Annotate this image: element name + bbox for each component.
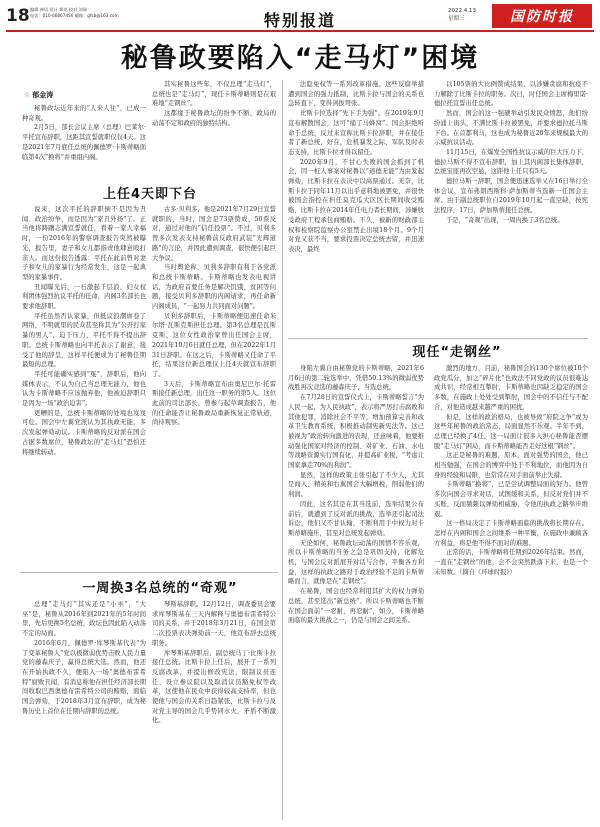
section-divider bbox=[288, 338, 588, 339]
header-rule bbox=[6, 30, 594, 32]
subheading-2: 现任“走钢丝” bbox=[412, 345, 502, 360]
paragraph: 其实秘鲁这些年，不仅总理“走马灯”，总统也是“走马灯”，现任卡斯蒂略则是在艰难地“走钢丝”。 bbox=[152, 81, 276, 108]
right-column-1 bbox=[288, 80, 424, 336]
paragraph: 然而，国会的这一强硬举动引发民众愤怒，他们纷纷涌上街头，不满比斯卡拉被罢免，并要求德拉托马斯下台。在首都利马，这也成为秘鲁近20年来规模最大的示威抗议活动。 bbox=[434, 110, 588, 147]
paragraph: 在秘鲁，国会也经常利用其扩大的权力弹劾总统，甚至选出“新总统”。所以卡斯蒂略也不断在国会面前“一忍耐，再忍耐”，如今，卡斯蒂略面临的最大挑战之一，仍是与国会之间关系。 bbox=[288, 588, 424, 625]
paragraph: 这一格局决定了卡斯蒂略面临的挑战将长期存在。怎样在内阁和国会之间维系一种平衡，在施政中兼顾各方利益，将是他不得不面对的难题。 bbox=[434, 520, 588, 547]
section3-column-2 bbox=[152, 600, 276, 820]
column-divider bbox=[282, 80, 283, 820]
paragraph: 无论如何，秘鲁政坛动荡的国情不容乐观，所以卡斯蒂略的当务之急是巩固支持，化解危机，与国会反对派展开对话与合作，平衡各方利益，这样的执政之路对于政治经验不足的卡斯蒂略而言，就像是在“走钢丝”。 bbox=[288, 539, 424, 586]
subheading-1: 上任4天即下台 bbox=[102, 187, 198, 202]
headline: 秘鲁政要陷入“走马灯”困境 bbox=[120, 43, 480, 74]
section1-column-1 bbox=[22, 205, 146, 567]
page-number: 18 bbox=[6, 6, 30, 26]
byline-star-icon: ☆ bbox=[24, 91, 31, 99]
paragraph: 丑闻曝光后，一石激起千层浪，妇女权利团体强烈抗议平托的任命，内阁3名部长也要求他辞职。 bbox=[22, 283, 146, 311]
paragraph: 3天后，卡斯蒂略宣布由奥尼巴尔·托雷斯接任新总理，出任这一职务的第5人。这位此前的司法部长，曾参与起草调查报告，他的任命能否让秘鲁政局重新恢复正常轨道，尚待观察。 bbox=[152, 380, 276, 427]
date-line: 2022.4.13 bbox=[448, 8, 476, 14]
paragraph: 这都缘于秘鲁政坛的纷争不断，政局的动荡不定和政府的独特结构。 bbox=[152, 110, 276, 127]
paragraph: 以105票的大比例赞成结果，以涉嫌贪腐和抗疫不力解除了比斯卡拉的职务。次日，时任国会主席梅里诺·德拉托宣誓出任总统。 bbox=[434, 81, 588, 108]
paragraph: 贝利多辞职后，卡斯蒂略便迅速任命米尔塔·瓦斯克斯担任总理。第3名总理是瓦斯克斯，这位女性政治家曾出任国会主席，2021年10月6日就任总理，但在2022年1月31日辞职。在这之后，卡斯蒂略又任命了平托，结果这位新总理仅上任4天就宣布辞职了。 bbox=[152, 312, 276, 378]
paragraph: 正常的话，卡斯蒂略将任期到2026年结束。然而，一直在“走钢丝”的他，会不会突然跌落下来，也是一个未知数。（摘自《环球时报》） bbox=[434, 549, 588, 576]
paragraph: 平托可能确实感到“冤”，辞职后，他向媒体表示，不认为自己当总理无能力，他也认为卡斯蒂略不应该抛弃他，他被迫辞职只是因为一场“政治迫害”。 bbox=[22, 370, 146, 408]
paragraph: 库琴斯基辞职后，副总统马丁·比斯卡拉接任总统。比斯卡拉上任后，展开了一系列反腐改革，并提出修改宪法，限制议员连任、设立参议院以及取消议员豁免权等改革，这使他在民众中获得较高支持率，但也使他与国会的关系日趋紧张，比斯卡拉与反对党主导的国会几乎势同水火，矛盾不断激化。 bbox=[152, 649, 276, 725]
paragraph: 在7月28日的宣誓仪式上，卡斯蒂略誓言“为人民一起，为人民执政”，表示将严厉打击腐败和其他犯罪，消除社会不平等，增加预算完善和改革卫生教育系统，积极推动制宪新宪法等。这已被视为“政治转向激进的表现，还意味着，他要推动强化国家对经济的控制、对矿业、石油、水电等战略资源实行国有化，并提高矿业税，“考虑让国家拿走70%的利润”。 bbox=[288, 394, 424, 470]
paragraph: 这正是秘鲁的难题，原本，面对强势的国会，他已相当勉强，在国会的博弈中处于不利地位，而他因为自身的经验和局限，也常常在对手面前举止失措。 bbox=[434, 452, 588, 479]
paragraph: 于是，“奇观”出现，一周内换了3名总统。 bbox=[446, 216, 564, 224]
paragraph: 更糟的是，总统卡斯蒂略的处境也岌岌可危。国会中左翼党派认为其执政无能，多次发起弹劾动议。卡斯蒂略的反对派在国会占据多数席位，秘鲁政坛的“走马灯”恐怕还将继续转动。 bbox=[22, 409, 146, 456]
contact-line: 电话：010-66867456 邮箱：gfsb@163.com bbox=[30, 13, 119, 18]
paragraph: 但是，这样的政治格局，也被导致“府院之争”或为这些年秘鲁的政治常态，局面显然不乐观。半年不到，总理已经换了4任，这一局面让很多人担心秘鲁能否摆脱“走马灯”困局，而卡斯蒂略能否走好这根“钢丝”。 bbox=[434, 413, 588, 450]
section2-column-2 bbox=[434, 364, 588, 820]
section-title: 特别报道 bbox=[263, 11, 336, 30]
section1-column-2 bbox=[152, 205, 276, 567]
paragraph: 激烈的地方，目前，秘鲁国会的130个席位被10个政党瓜分，加之“碎片化”也致法不同党政的议员很难达成共识，经常相互掣肘，卡斯蒂略也因缺乏稳定的国会多数，在施政上处处受到掣肘，国会中的不信任与不配合，对他造成越来越严重的困扰。 bbox=[434, 365, 588, 411]
lead-column-1 bbox=[22, 104, 146, 176]
subheading-3: 一周换3名总统的“奇观” bbox=[82, 581, 238, 596]
editor-line: 编辑 禅语 设计 郑亮 校对 刘瑞 bbox=[30, 7, 87, 12]
paragraph: 平托虽然否认家暴，但抵议浪潮席卷了网络，不明就里的民众甚至称其为“公开打家暴的男人”，迫于压力，平托不得不提出辞职。总统卡斯蒂略也向平托表示了谢意，接受了他的辞呈，这样平托便成为了秘鲁任期最短的总理。 bbox=[22, 312, 146, 369]
paragraph: 古多·贝利多，他是2021年7月29日宣誓就职的，当时，国会是73票赞成、50票反对，通过对他的“信任投票”。不过，贝利多曾多次发表支持秘鲁前反政府武装“光辉道路”的言论，并因此遭到调查，很快便引起巨大争议。 bbox=[152, 206, 276, 262]
right-column-2 bbox=[434, 80, 588, 336]
lead-column-2 bbox=[152, 80, 276, 176]
paragraph: 卡斯蒂略“换将”，已是尝试调整局面的努力。他曾多次向国会寻求对话，试图缓和关系，但反对党们并不买账，反而频频以弹劾相威胁，令他的执政之路举步维艰。 bbox=[434, 481, 588, 518]
paragraph: 总理“走马灯”其实还是“小巫”，“大巫”是，秘鲁从2016年到2021年的5年时间里，先后更换5名总统，政坛也因此陷入动荡不定的局面。 bbox=[22, 601, 146, 638]
paragraph: 2月5日，部长会议主席（总理）巴莱尔·平托宣布辞职，这距其宣誓就职仅仅4天。这是2021年7月底任总统的佩德罗·卡斯蒂略面临第4次“换将”并重组内阁。 bbox=[22, 124, 146, 161]
paragraph: 2016年6月，佩德罗·库琴斯基代表“为了变革秘鲁人”党以极微弱优势击败人民力量党的藤森庆子，赢得总统大选。然而，他还在开始执政不久，便陷入一场“奥德布雷希特”腐败丑闻，有消息称他在担任经济部长期间收取巴西奥德布雷希特公司的贿赂，面临国会弹劾，于2018年3月宣布辞职，成为秘鲁历史上首位在任期内辞职的总统。 bbox=[22, 639, 146, 715]
paragraph: 法隐免权等一系列改革措施。这些反腐举措遭到国会的强力抵制，比斯卡拉与国会的关系也急转直下，变得剑拔弩张。 bbox=[288, 81, 424, 108]
editor-info bbox=[30, 7, 119, 19]
paragraph: 显然，这样的政策主张引起了不少人，尤其是商人、精英和右翼国会大幅增税，削弱他们的利润。 bbox=[288, 471, 424, 499]
paragraph: 德拉马斯一辞职，国会便迅速选举又在16日举行全体会议，宣布弗朗西斯科·萨加斯蒂当选新一任国会主席。由于副总统职位自2019年10月起一直空缺，按宪法程序，17日，萨加斯蒂接任总统。 bbox=[434, 178, 588, 215]
paragraph: 因此，这名其是在其当选前，选举结果公布前后，就遭到了反对派的挑战，选举还引起司法诉讼，他们又不甘认输，不断利用手中权力对卡斯蒂略施压，甚至对总统发起弹劾。 bbox=[288, 500, 424, 537]
paragraph: 比斯卡拉选择“先下手为强”。在2019年9月宣布解散国会，这可“捅了马蜂窝”。国会拒绝听命于总统，反过来宣称比斯卡拉辞职，并在接任者了新总统，好在，危机暴发之际，军队及时表态支持，比斯卡拉才得以留任。 bbox=[288, 110, 424, 156]
paragraph: 说来，这次平托的辞职倒不是因为丑闻、政治纷争，而是因为“家丑外扬”了。正当他将踌躇志满宣誓就任，看着一家人幸福时，一份2016年的警察调查报告突然被曝光，报告里，妻子和女儿都指责他肆意殴打亲人。而这份报告透露：平托在此前曾对妻子和女儿的家暴行为经常发生，这是一起典型的家暴事件。 bbox=[22, 206, 146, 281]
paragraph: 11月15日，在爆发全国性抗议示威的巨大压力下，德拉马斯不得不宣布辞职，加上其内阁部长集体辞职，总统宝座再次空悬，这距他上任只有5天。 bbox=[434, 148, 588, 176]
section3-column-1 bbox=[22, 600, 146, 820]
section2-column-1 bbox=[288, 364, 424, 820]
paragraph: 身陷左翼自由秘鲁党的卡斯蒂略，2021年6月6日的第二轮选举中，凭借50.13%的微弱优势战胜再次竞选的藤森庆子，当选总统。 bbox=[288, 365, 424, 392]
paragraph: 当时舆论称，贝利多辞职有利于各党派和总统卡斯蒂略。卡斯蒂略也发表电视讲话，为政府首要任务是解决饥饿、贫困等问题，接受贝利多辞职的内阁请求，再任命新内阁成员，“一起努力共同面对问题”。 bbox=[152, 264, 276, 311]
issue-date bbox=[448, 8, 476, 23]
weekday-line: 星期三 bbox=[448, 15, 465, 22]
masthead-logo: 国防时报 bbox=[492, 4, 592, 28]
byline-author: 郁金涛 bbox=[32, 91, 54, 99]
paragraph: 琴斯基辞职。12月12日，调查委员会要求库琴斯基在三天内解释与奥德布雷希特公司的关系，并于2018年3月21日，在国会第二次投票表决弹劾前一天，他宣布辞去总统职务。 bbox=[152, 601, 276, 647]
paragraph: 秘鲁政坛近年来的“人来人往”，已成一种奇观。 bbox=[22, 105, 146, 122]
section-divider bbox=[20, 572, 278, 573]
paragraph: 2020年9月，不甘心失败的国会抓到了机会，因一桩人事案对秘鲁以“道德无能”为由发起弹劾，比斯卡拉在表决中以高票通过。无奈，比斯卡拉于同年11月以出乎意料地被罢免，并很快被国会指控在担任莫克瓜大区区长期间收受贿赂，比斯卡拉在2014年任电力者长期间，涉嫌收受政府工程承包商贿赂。不久，被新的财政部主权和检察院监察办公室禁止出境18个月。9个月对党又获不当，要求投票决定总统去留，并迅速表决，最终 bbox=[288, 158, 424, 253]
byline bbox=[24, 90, 53, 100]
